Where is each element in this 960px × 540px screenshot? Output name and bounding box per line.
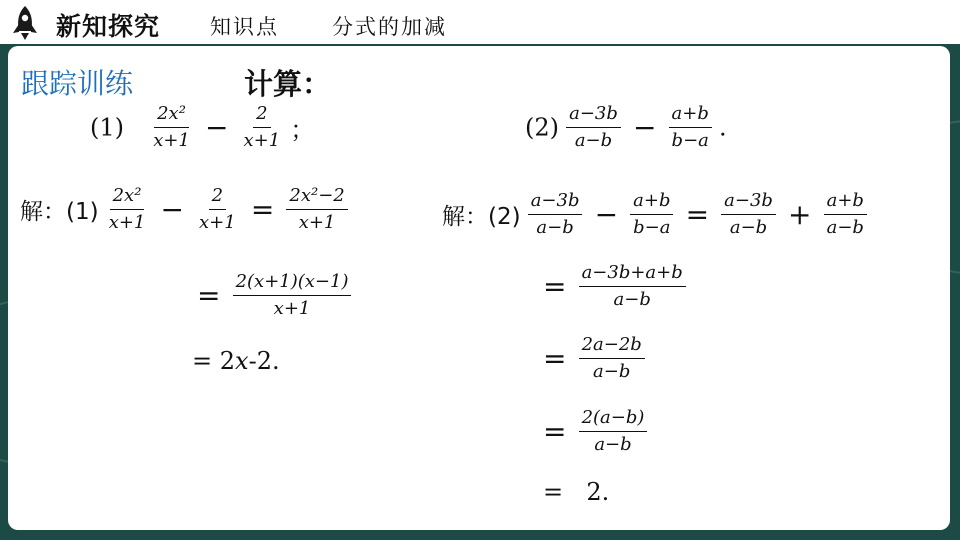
fraction: $\frac{2}{x+1}$	[243, 103, 281, 151]
result-coefficient: 2	[219, 347, 236, 375]
result-variable: x	[235, 347, 249, 375]
result-tail: -2.	[248, 347, 280, 375]
rocket-icon	[10, 5, 40, 41]
equals-sign: =	[192, 347, 213, 375]
solution-2-line-3	[538, 335, 647, 382]
equals-sign: =	[197, 278, 221, 312]
fraction: $\frac{a+b}{b-a}$	[630, 191, 673, 238]
minus-operator: −	[204, 110, 229, 144]
solution-1-result	[192, 347, 280, 375]
fraction: $\frac{\text{2x²}}{x+1}$	[153, 103, 190, 151]
solution-2-prefix: 解：(2)	[442, 203, 521, 230]
equals-sign: =	[250, 192, 275, 226]
fraction: $\frac{2(a-b)}{a-b}$	[579, 408, 648, 455]
solution-2-line-4	[538, 408, 649, 455]
fraction: $\frac{a-3b}{a-b}$	[566, 104, 621, 151]
equals-sign: =	[543, 341, 567, 375]
solution-2-line-2	[538, 263, 688, 310]
semicolon: ；	[290, 115, 315, 144]
problem-2-label: (2)	[525, 113, 559, 142]
equals-sign: =	[543, 269, 567, 303]
solution-1-prefix: 解：(1)	[20, 198, 99, 225]
problem-2	[525, 104, 727, 151]
fraction: $\frac{\text{2x²}}{x+1}$	[108, 185, 146, 233]
period: .	[718, 113, 727, 142]
solution-2-line-1	[442, 191, 869, 238]
header-topic: 分式的加减	[332, 15, 447, 39]
header-subtitle: 知识点	[210, 15, 279, 39]
fraction: $\frac{a-3b+a+b}{a-b}$	[579, 263, 686, 310]
fraction: $\frac{2(x+1)(x-1)}{x+1}$	[233, 272, 352, 319]
task-label: 计算：	[244, 67, 332, 101]
fraction: $\frac{a-3b}{a-b}$	[528, 191, 583, 238]
equals-sign: =	[543, 478, 564, 506]
equals-sign: =	[543, 414, 567, 448]
fraction: $\frac{2}{x+1}$	[199, 185, 236, 233]
result-value: 2.	[586, 478, 610, 506]
minus-operator: −	[594, 197, 619, 231]
minus-operator: −	[160, 192, 184, 226]
fraction: $\frac{a+b}{b-a}$	[669, 104, 712, 151]
solution-1-line-2	[192, 272, 353, 319]
fraction: $\frac{a+b}{a-b}$	[824, 191, 867, 238]
solution-2-result	[543, 478, 609, 506]
fraction: $\frac{2a-2b}{a-b}$	[579, 335, 645, 382]
header-bar	[0, 0, 960, 44]
solution-1-line-1	[20, 186, 350, 233]
equals-sign: =	[685, 197, 710, 231]
header-title: 新知探究	[56, 12, 161, 41]
minus-operator: −	[632, 110, 657, 144]
plus-operator: +	[788, 197, 812, 231]
fraction: $\frac{a-3b}{a-b}$	[721, 191, 776, 238]
problem-1-label: (1)	[90, 113, 124, 142]
section-label: 跟踪训练	[21, 67, 134, 100]
fraction: $\frac{\text{2x²−2}}{x+1}$	[286, 186, 347, 233]
problem-1	[90, 104, 314, 151]
